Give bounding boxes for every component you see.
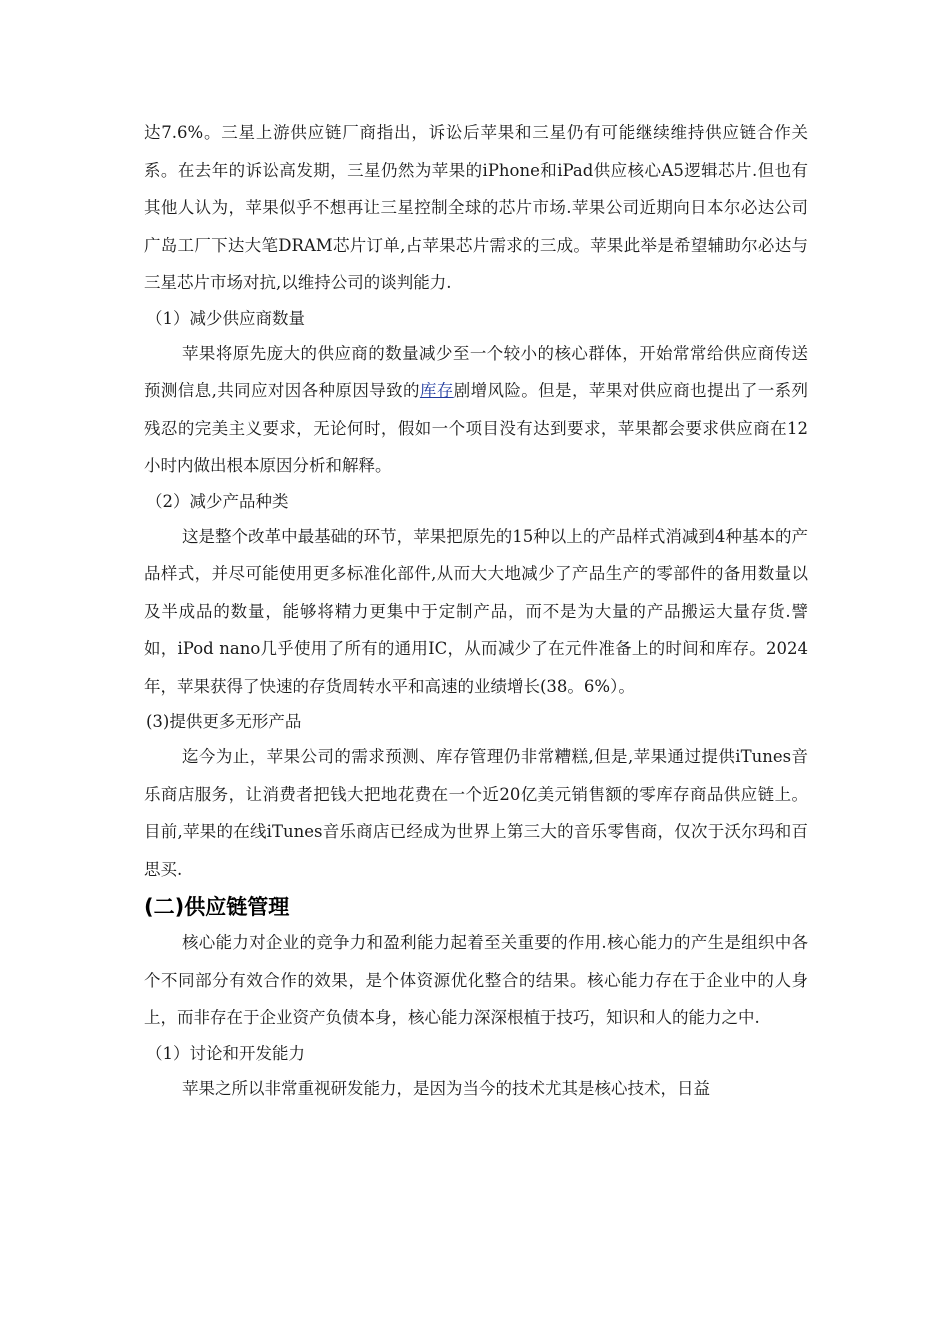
inventory-link[interactable]: 库存 — [419, 381, 454, 400]
section-heading-rd-capability: （1）讨论和开发能力 — [146, 1043, 305, 1063]
section-paragraph-reduce-products: 这是整个改革中最基础的环节，苹果把原先的15种以上的产品样式消减到4种基本的产品样式，并尽可能使用更多标准化部件,从而大大地减少了产品生产的零部件的备用数量以及半成品的数量，能够将精力更集中于定制产品，而不是为大量的产品搬运大量存货.譬如，iPod nano几乎使用了所有的通用IC，从而减少了在元件准备上的时间和库存。2024年，苹果获得了快速的存货周转水平和高速的业绩增长(38。6%）。 — [144, 526, 808, 696]
section-heading-intangible-products: (3)提供更多无形产品 — [146, 712, 302, 731]
section-paragraph-intangible-products: 迄今为止，苹果公司的需求预测、库存管理仍非常糟糕,但是,苹果通过提供iTunes音乐商店服务，让消费者把钱大把地花费在一个近20亿美元销售额的零库存商品供应链上。目前,苹果的在线iTunes音乐商店已经成为世界上第三大的音乐零售商，仅次于沃尔玛和百思买. — [144, 747, 808, 879]
chapter-paragraph-supply-chain: 核心能力对企业的竞争力和盈利能力起着至关重要的作用.核心能力的产生是组织中各个不同部分有效合作的效果，是个体资源优化整合的结果。核心能力存在于企业中的人身上，而非存在于企业资产负债本身，核心能力深深根植于技巧，知识和人的能力之中. — [144, 933, 808, 1027]
section-paragraph-reduce-suppliers — [144, 335, 808, 485]
section-paragraph-rd-capability: 苹果之所以非常重视研发能力，是因为当今的技术尤其是核心技术，日益 — [182, 1078, 710, 1098]
document-body — [144, 114, 808, 1107]
paragraph-text: 苹果将原先庞大的供应商的数量减少至一个较小的核心群体，开始常常给供应商传送预测信息,共同应对因各种原因导致的 — [144, 343, 808, 400]
intro-paragraph: 达7.6%。三星上游供应链厂商指出，诉讼后苹果和三星仍有可能继续维持供应链合作关系。在去年的诉讼高发期，三星仍然为苹果的iPhone和iPad供应核心A5逻辑芯片.但也有其他人认为，苹果似乎不想再让三星控制全球的芯片市场.苹果公司近期向日本尔必达公司广岛工厂下达大笔DRAM芯片订单,占苹果芯片需求的三成。苹果此举是希望辅助尔必达与三星芯片市场对抗,以维持公司的谈判能力. — [144, 123, 808, 292]
section-heading-reduce-suppliers: （1）减少供应商数量 — [146, 308, 305, 328]
chapter-heading-supply-chain: (二)供应链管理 — [144, 895, 290, 919]
paragraph-text: 剧增风险。但是，苹果对供应商也提出了一系列残忍的完美主义要求，无论何时，假如一个项目没有达到要求，苹果都会要求供应商在12小时内做出根本原因分析和解释。 — [144, 381, 809, 475]
section-heading-reduce-products: （2）减少产品种类 — [146, 491, 289, 511]
